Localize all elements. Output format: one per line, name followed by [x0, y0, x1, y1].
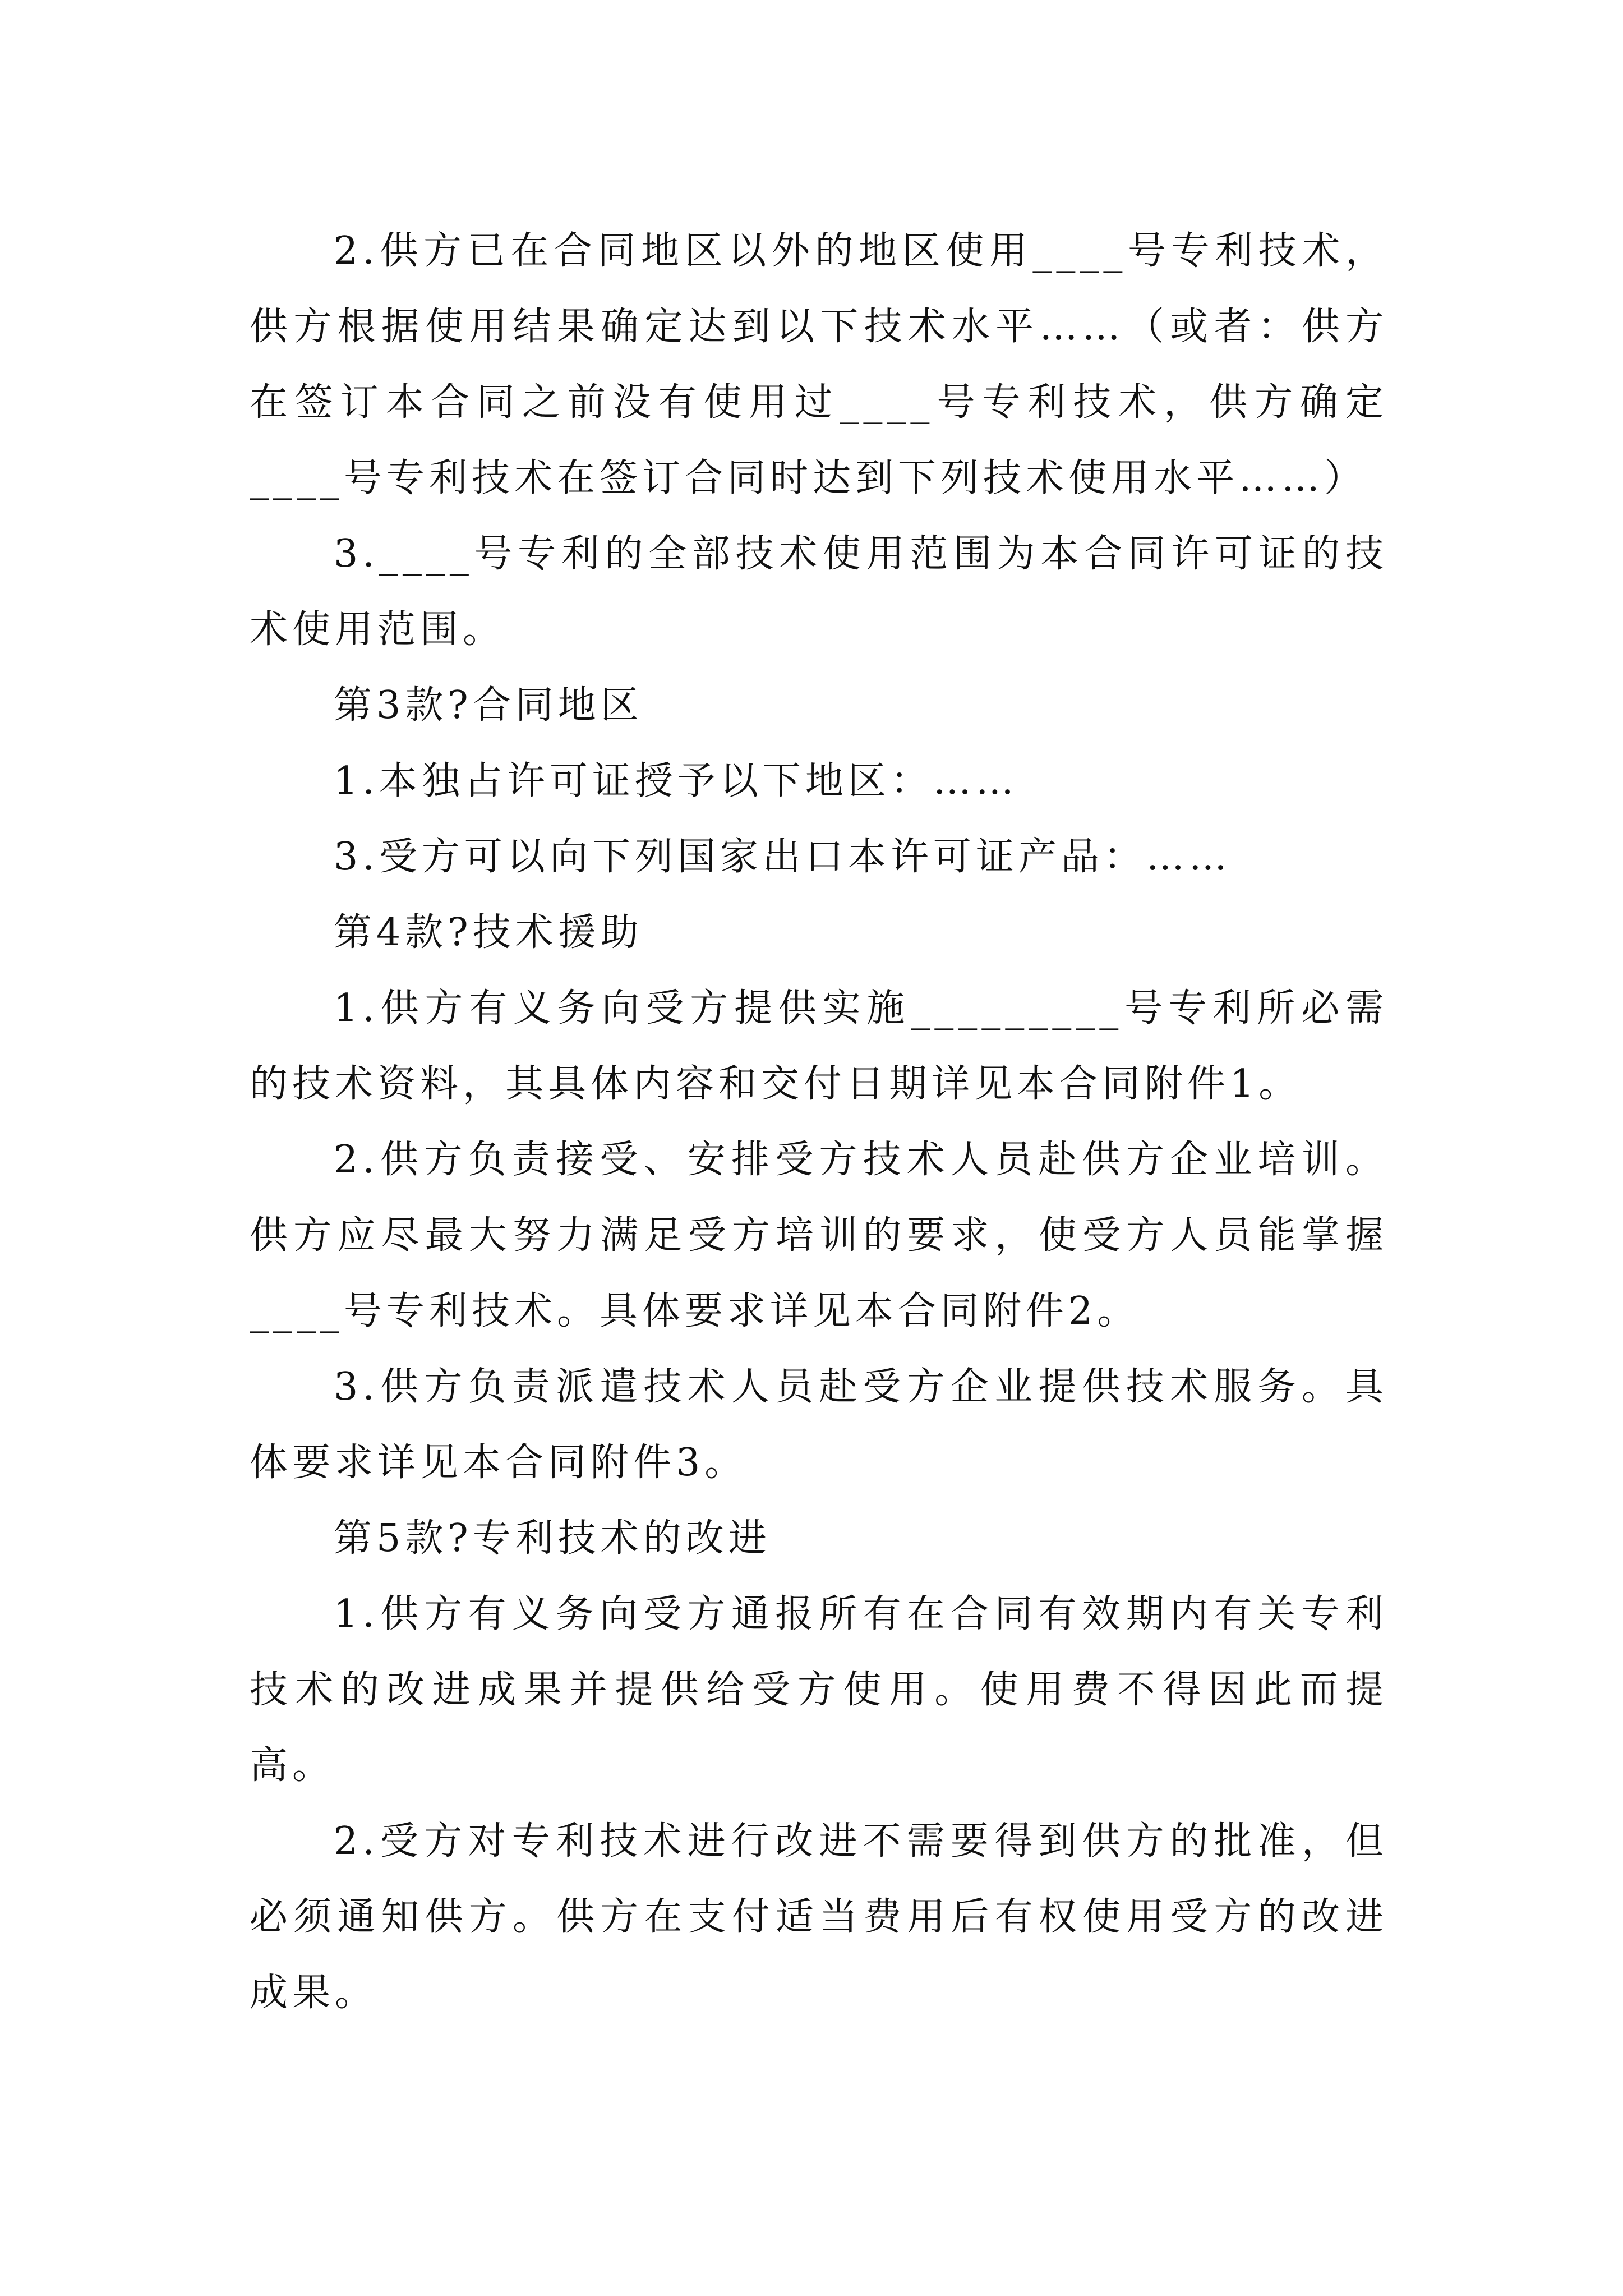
- paragraph-technical-level: 2.供方已在合同地区以外的地区使用____号专利技术，供方根据使用结果确定达到以下技术水平……（或者：供方在签订本合同之前没有使用过____号专利技术，供方确定____号专利技术在签订合同时达到下列技术使用水平……）: [250, 229, 1388, 500]
- paragraph-export-countries: 3.受方可以向下列国家出口本许可证产品：……: [334, 835, 1232, 879]
- section-heading-patent-improvement: 第5款?专利技术的改进: [334, 1516, 771, 1561]
- document-body: [250, 213, 1388, 2031]
- section-heading-contract-region: 第3款?合同地区: [334, 683, 643, 728]
- paragraph-receiver-improvements: 2.受方对专利技术进行改进不需要得到供方的批准，但必须通知供方。供方在支付适当费用后有权使用受方的改进成果。: [250, 1819, 1388, 2015]
- paragraph-training: 2.供方负责接受、安排受方技术人员赴供方企业培训。供方应尽最大努力满足受方培训的要求，使受方人员能掌握____号专利技术。具体要求详见本合同附件2。: [250, 1138, 1388, 1333]
- paragraph-usage-scope: 3.____号专利的全部技术使用范围为本合同许可证的技术使用范围。: [250, 532, 1388, 652]
- paragraph-technical-materials: 1.供方有义务向受方提供实施_________号专利所必需的技术资料，其具体内容和交付日期详见本合同附件1。: [250, 986, 1388, 1106]
- paragraph-technical-service: 3.供方负责派遣技术人员赴受方企业提供技术服务。具体要求详见本合同附件3。: [250, 1365, 1388, 1485]
- paragraph-supplier-improvements: 1.供方有义务向受方通报所有在合同有效期内有关专利技术的改进成果并提供给受方使用。使用费不得因此而提高。: [250, 1592, 1388, 1788]
- section-heading-technical-assistance: 第4款?技术援助: [334, 910, 643, 955]
- paragraph-license-region: 1.本独占许可证授予以下地区：……: [334, 759, 1018, 803]
